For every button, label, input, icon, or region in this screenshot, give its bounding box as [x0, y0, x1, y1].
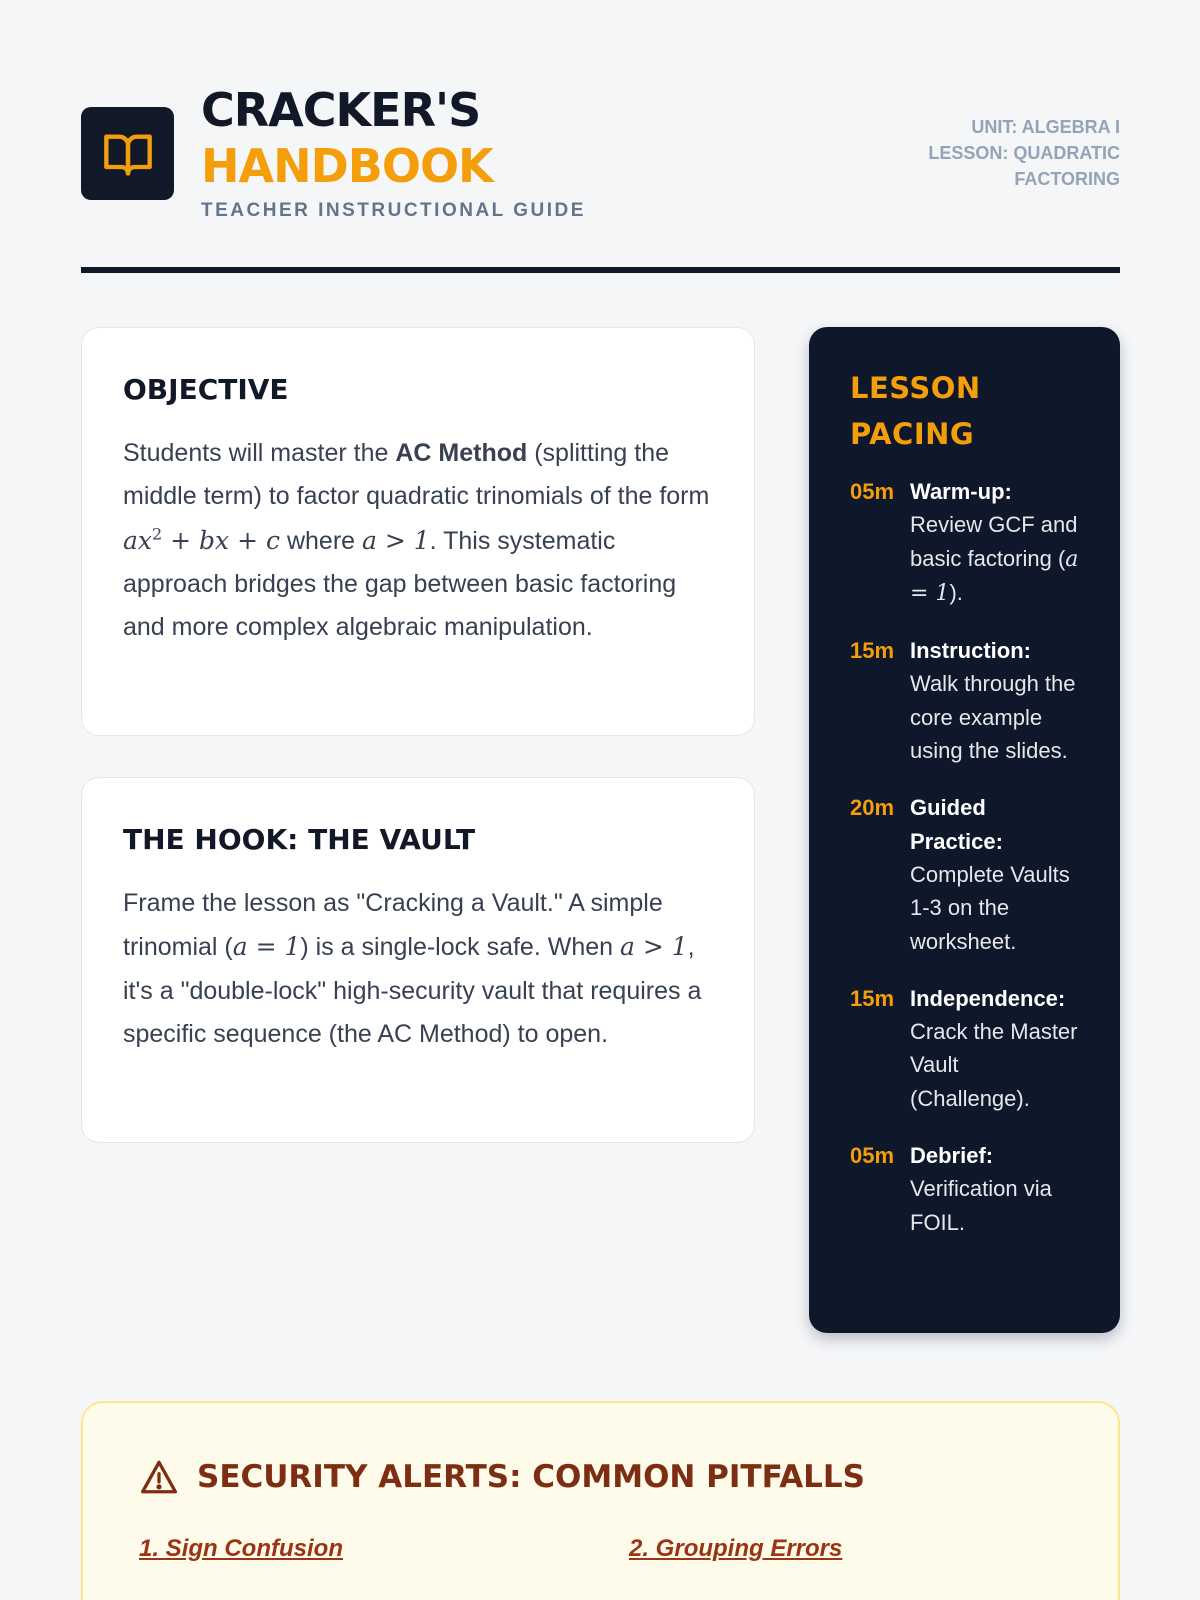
pacing-item: 05m Warm-up: Review GCF and basic factoring (a = 1).: [850, 475, 1084, 610]
header: [81, 0, 1120, 275]
pacing-list: [850, 475, 1084, 1239]
math-condition: a > 1: [362, 525, 430, 555]
pacing-heading: LESSON PACING: [850, 371, 981, 451]
pacing-item: 05m Debrief: Verification via FOIL.: [850, 1139, 1084, 1239]
title-line-1: CRACKER'S: [201, 83, 481, 137]
header-divider: [81, 267, 1120, 273]
sign-confusion-link[interactable]: 1. Sign Confusion: [139, 1535, 343, 1562]
pacing-label: Debrief:: [910, 1143, 994, 1169]
math-a-greater-1: a > 1: [619, 932, 688, 962]
pacing-time: 20m: [850, 795, 895, 821]
pacing-item: 15m Instruction: Walk through the core example using the slides.: [850, 634, 1084, 767]
book-open-icon: [102, 128, 154, 180]
handbook-page: [81, 0, 1120, 1562]
unit-meta: [890, 114, 1120, 192]
hook-text: Frame the lesson as "Cracking a Vault." A simple trinomial (a = 1) is a single-lock safe. When a > 1, it's a "double-lock" high-security vault that requires a specific sequence (the AC Method) to open.: [123, 889, 702, 1048]
lesson-label: LESSON: QUADRATIC FACTORING: [928, 143, 1120, 189]
pacing-item: 20m Guided Practice: Complete Vaults 1-3 on the worksheet.: [850, 791, 1084, 957]
pacing-label: Instruction:: [910, 638, 1031, 664]
pacing-item: 15m Independence: Crack the Master Vault (Challenge).: [850, 982, 1084, 1115]
math-form: $ax^2$ + bx + c: [123, 524, 281, 555]
title-line-2: HANDBOOK: [201, 139, 493, 193]
grouping-errors-link[interactable]: 2. Grouping Errors: [629, 1535, 843, 1562]
objective-heading: OBJECTIVE: [123, 373, 289, 406]
pacing-label: Warm-up:: [910, 479, 1012, 504]
pacing-label: Guided Practice:: [910, 795, 1003, 854]
objective-card: [81, 327, 755, 736]
hook-card: [81, 777, 755, 1143]
alerts-title: SECURITY ALERTS: COMMON PITFALLS: [197, 1459, 866, 1495]
alert-links: [139, 1535, 1078, 1575]
pacing-label: Independence:: [910, 985, 1066, 1011]
security-alerts-box: [81, 1401, 1120, 1600]
objective-text: Students will master the AC Method (splitting the middle term) to factor quadratic trinomials of the form $ax^2$ + bx + c where a > 1. This systematic approach bridges the gap between basic factoring and more complex algebraic manipulation.: [123, 439, 710, 642]
pacing-time: 15m: [850, 638, 895, 664]
lesson-pacing-panel: [809, 327, 1120, 1333]
alerts-header: [139, 1459, 1078, 1495]
warning-icon: [139, 1459, 179, 1495]
hook-heading: THE HOOK: THE VAULT: [123, 823, 476, 856]
title-block: [201, 82, 586, 222]
pacing-time: 05m: [850, 479, 895, 504]
pacing-time: 15m: [850, 985, 895, 1011]
subtitle: TEACHER INSTRUCTIONAL GUIDE: [201, 200, 586, 221]
math-a-equals-1: a = 1: [232, 932, 301, 962]
unit-label: UNIT: ALGEBRA I: [971, 117, 1120, 137]
logo: [81, 107, 174, 200]
pacing-time: 05m: [850, 1143, 895, 1169]
